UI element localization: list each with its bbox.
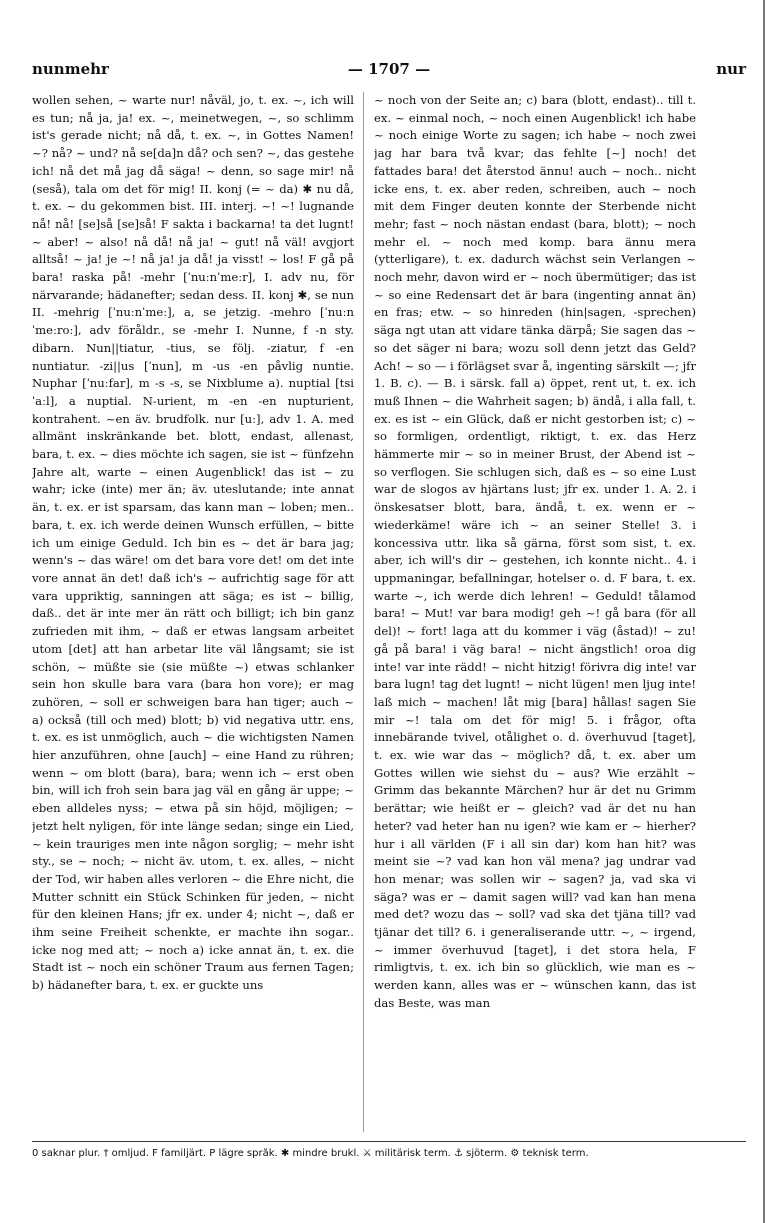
- left-column: [32, 92, 354, 1132]
- page-edge-line: [763, 0, 765, 1223]
- running-header: [32, 60, 746, 84]
- footer-rule: [32, 1141, 746, 1142]
- right-column-text: ~ noch von der Seite an; c) bara (blott, endast).. till t. ex. ~ einmal noch, ~ noch einen Augenblick! ich habe ~ noch einige Worte zu sagen; ich habe ~ noch zwei jag har bara två kvar; das fehlte [~] noch! det fattades bara! det återstod ännu! auch ~ noch.. nicht icke ens, t. ex. aber reden, schreiben, auch ~ noch mit dem Finger deuten konnte der Sterbende nicht mehr; fast ~ noch nästan endast (bara, blott); ~ noch mehr el. ~ noch med komp. bara ännu mera (ytterligare), t. ex. dadurch wächst sein Verlangen ~ noch mehr, davon wird er ~ noch übermütiger; das ist ~ so eine Redensart det är bara (ingenting annat än) en fras; etw. ~ so hinreden (hin|sagen, -sprechen) säga ngt utan att vidare tänka därpå; Sie sagen das ~ so det säger ni bara; wozu soll denn jetzt das Geld? Ach! ~ so — i förlägset svar å, ingenting särskilt —; jfr 1. B. c). — B. i särsk. fall a) öppet, rent ut, t. ex. ich muß Ihnen ~ die Wahrheit sagen; b) ändå, i alla fall, t. ex. es ist ~ ein Glück, daß er nicht gestorben ist; c) ~ so formligen, ordentligt, riktigt, t. ex. das Herz hämmerte mir ~ so in meiner Brust, der Abend ist ~ so verflogen. Sie schlugen sich, daß es ~ so eine Lust war de slogos av hjärtans lust; jfr ex. under 1. A. 2. i önskesatser blott, bara, ändå, t. ex. wenn er ~ wiederkäme! wäre ich ~ an seiner Stelle! 3. i koncessiva uttr. lika så gärna, först som sist, t. ex. aber, ich will's dir ~ gestehen, ich konnte nicht.. 4. i uppmaningar, befallningar, hotelser o. d. F bara, t. ex. warte ~, ich werde dich lehren! ~ Geduld! tålamod bara! ~ Mut! var bara modig! geh ~! gå bara (för all del)! ~ fort! laga att du kommer i väg (åstad)! ~ zu! gå på bara! i väg bara! ~ nicht ängstlich! oroa dig inte! var inte rädd! ~ nicht hitzig! förivra dig inte! var bara lugn! tag det lugnt! ~ nicht lügen! men ljug inte! laß mich ~ machen! låt mig [bara] hållas! sagen Sie mir ~! tala om det för mig! 5. i frågor, ofta innebärande tvivel, otålighet o. d. överhuvud [taget], t. ex. wie war das ~ möglich? då, t. ex. aber um Gottes willen wie siehst du ~ aus? Wie erzählt ~ Grimm das bekannte Märchen? hur är det nu Grimm berättar; wie heißt er ~ gleich? vad är det nu han heter? vad heter han nu igen? wie kam er ~ hierher? hur i all världen (F i all sin dar) kom han hit? was meint sie ~? vad kan hon väl mena? jag undrar vad hon menar; was sollen wir ~ sagen? ja, vad ska vi säga? was er ~ damit sagen will? vad kan han mena med det? wozu das ~ soll? vad ska det tjäna till? vad tjänar det till? 6. i generaliserande uttr. ~, ~ irgend, ~ immer överhuvud [taget], i det stora hela, F rimligtvis, t. ex. ich bin so glücklich, wie man es ~ werden kann, alles was er ~ wünschen kann, das ist das Beste, was man: [374, 93, 696, 1010]
- left-column-text: wollen sehen, ~ warte nur! nåväl, jo, t. ex. ~, ich will es tun; nå ja, ja! ex. ~, meinetwegen, ~, so schlimm ist's gerade nicht; nå då, t. ex. ~, in Gottes Namen! ~? nå? ~ und? nå se[da]n då? och sen? ~, das gestehe ich! nå det må jag då säga! ~ denn, so sage mir! nå (seså), tala om det för mig! II. konj (= ~ da) ✱ nu då, t. ex. ~ du gekommen bist. III. interj. ~! ~! lugnande nå! nå! [se]så [se]så! F sakta i backarna! ta det lugnt! ~ aber! ~ also! nå då! nå ja! ~ gut! nå väl! avgjort alltså! ~ ja! je ~! nå ja! ja då! ja visst! ~ los! F gå på bara! raska på! -mehr [ˈnuːnˈmeːr], I. adv nu, för närvarande; hädanefter; sedan dess. II. konj ✱, se nun II. -mehrig [ˈnuːnˈmeː], a, se jetzig. -mehro [ˈnuːnˈmeːroː], adv föråldr., se -mehr I. Nunne, f -n sty. dibarn. Nun||tiatur, -tius, se följ. -ziatur, f -en nuntiatur. -zi||us [ˈnun], m -us -en påvlig nuntie. Nuphar [ˈnuːfar], m -s -s, se Nixblume a). nuptial [tsiˈaːl], a nuptial. N-urient, m -en -en nupturient, kontrahent. ~en äv. brudfolk. nur [uː], adv 1. A. med allmänt inskränkande bet. blott, endast, allenast, bara, t. ex. ~ dies möchte ich sagen, sie ist ~ fünfzehn Jahre alt, warte ~ einen Augenblick! das ist ~ zu wahr; icke (inte) mer än; äv. uteslutande; inte annat än, t. ex. er ist sparsam, das kann man ~ loben; men.. bara, t. ex. ich werde deinen Wunsch erfüllen, ~ bitte ich um einige Geduld. Ich bin es ~ det är bara jag; wenn's ~ das wäre! om det bara vore det! om det inte vore annat än det! daß ich's ~ aufrichtig sage för att vara uppriktig, sanningen att säga; es ist ~ billig, daß.. det är inte mer än rätt och billigt; ich bin ganz zufrieden mit ihm, ~ daß er etwas langsam arbeitet utom [det] att han arbetar lite väl långsamt; sie ist schön, ~ müßte sie (sie müßte ~) etwas schlanker sein hon skulle bara vara (bara hon vore); er mag zuhören, ~ soll er schweigen bara han tiger; auch ~ a) också (till och med) blott; b) vid negativa uttr. ens, t. ex. es ist unmöglich, auch ~ die wichtigsten Namen hier anzuführen, ohne [auch] ~ eine Hand zu rühren; wenn ~ om blott (bara), bara; wenn ich ~ erst oben bin, will ich froh sein bara jag väl en gång är uppe; ~ eben alldeles nyss; ~ etwa på sin höjd, möjligen; ~ jetzt helt nyligen, för inte länge sedan; singe ein Lied, ~ kein trauriges men inte någon sorglig; ~ mehr isht sty., se ~ noch; ~ nicht äv. utom, t. ex. alles, ~ nicht der Tod, wir haben alles verloren ~ die Ehre nicht, die Mutter schnitt ein Stück Schinken für jeden, ~ nicht für den kleinen Hans; jfr ex. under 4; nicht ~, daß er ihm seine Freiheit schenkte, er machte ihn sogar.. icke nog med att; ~ noch a) icke annat än, t. ex. die Stadt ist ~ noch ein schöner Traum aus fernen Tagen; b) hädanefter bara, t. ex. er guckte uns: [32, 93, 354, 993]
- right-column: [374, 92, 696, 1132]
- page-number: — 1707 —: [347, 60, 431, 78]
- header-first-word: nunmehr: [32, 60, 109, 78]
- column-divider: [363, 92, 364, 1132]
- header-last-word: nur: [716, 60, 746, 78]
- abbreviation-legend: 0 saknar plur. † omljud. F familjärt. P lägre språk. ✱ mindre brukl. ⚔ militärisk term. ⚓ sjöterm. ⚙ teknisk term.: [32, 1148, 589, 1159]
